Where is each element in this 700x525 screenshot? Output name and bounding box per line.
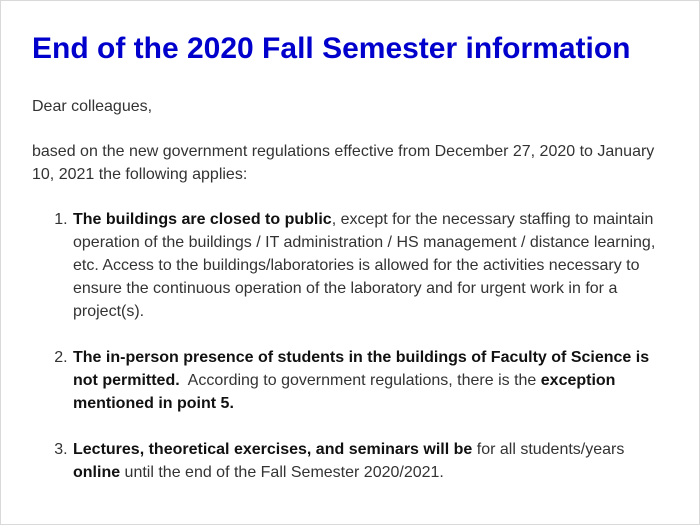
- item-bold-exception: exception mentioned in point 5.: [73, 372, 616, 412]
- list-item: [72, 438, 672, 484]
- item-bold-text: Lectures, theoretical exercises, and seminars will be: [73, 441, 473, 458]
- item-text: for all students/years: [472, 441, 625, 458]
- article-content: [32, 30, 672, 507]
- item-text: , except for the necessary staffing to maintain operation of the buildings / IT administration / HS management / distance learning, etc. Access to the buildings/laboratories is allowed for the activities necessary to ensure the continuous operation of the laboratory and for urgent work in for a project(s).: [73, 211, 656, 320]
- page-title: End of the 2020 Fall Semester information: [32, 32, 631, 65]
- item-bold-text: The buildings are closed to public: [73, 211, 332, 228]
- greeting-text: Dear colleagues,: [32, 98, 153, 115]
- item-text: According to government regulations, there is the: [179, 372, 541, 389]
- regulations-list: [32, 208, 672, 484]
- list-item: [72, 346, 672, 415]
- intro-paragraph: based on the new government regulations effective from December 27, 2020 to January 10, 2021 the following applies:: [32, 143, 655, 183]
- item-bold-text: The in-person presence of students in the buildings of Faculty of Science is not permitted.: [73, 349, 650, 389]
- item-bold-online: online: [73, 464, 121, 481]
- item-text: until the end of the Fall Semester 2020/2021.: [120, 464, 444, 481]
- list-item: [72, 208, 672, 323]
